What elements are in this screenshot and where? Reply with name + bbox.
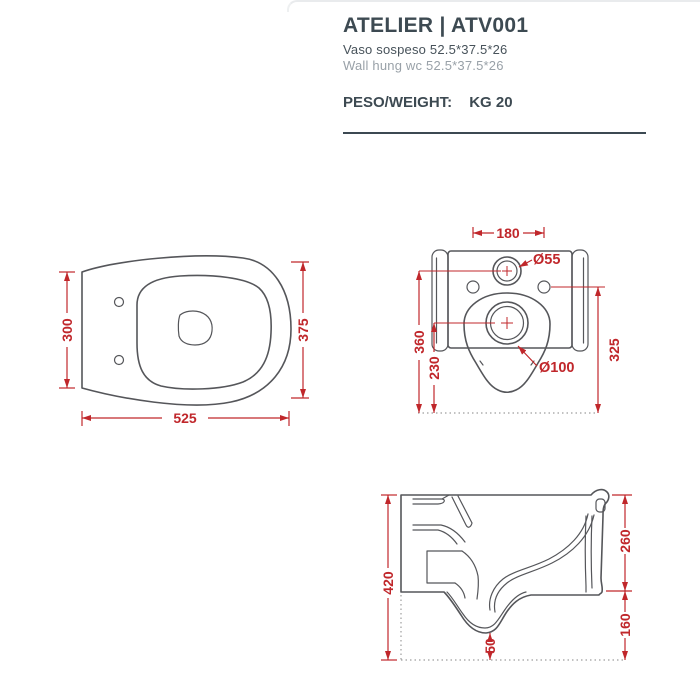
weight-row: [343, 94, 663, 111]
dimension-375: [291, 262, 311, 398]
hinge-hole-top: [115, 298, 124, 307]
card-top-edge: [287, 0, 700, 12]
dim-label-260: 260: [617, 529, 633, 553]
center-crosses: [501, 266, 513, 329]
dim-label-325: 325: [606, 338, 622, 362]
hinge-hole-bottom: [115, 356, 124, 365]
dimension-525: [82, 410, 289, 426]
dimension-outlet-diameter: [518, 346, 574, 376]
weight-label: PESO/WEIGHT:: [343, 94, 453, 111]
dim-label-230: 230: [426, 356, 442, 380]
side-view-drawing: [370, 480, 640, 675]
dimension-50: [482, 633, 498, 660]
weight-value: KG 20: [469, 94, 513, 111]
dimension-420: [380, 495, 397, 660]
product-subtitle-italian: Vaso sospeso 52.5*37.5*26: [343, 42, 508, 57]
dimension-inlet-diameter: [519, 252, 560, 268]
dimension-180: [473, 225, 544, 241]
dimension-260: [606, 495, 633, 591]
dim-label-50: 50: [482, 638, 498, 654]
product-subtitle-english: Wall hung wc 52.5*37.5*26: [343, 58, 504, 73]
bolt-hole-left: [467, 281, 479, 293]
dim-label-d55: Ø55: [533, 252, 561, 268]
bolt-hole-right: [538, 281, 550, 293]
dim-label-420: 420: [380, 571, 396, 595]
dimension-300: [59, 272, 75, 388]
toilet-side-outline: [401, 490, 609, 633]
top-view-drawing: [40, 245, 330, 440]
bowl-inner-curve: [495, 515, 595, 612]
dimension-160: [617, 591, 633, 660]
bowl-silhouette: [464, 293, 550, 392]
dim-label-525: 525: [173, 410, 197, 426]
header-divider: [343, 132, 646, 134]
product-header: [343, 12, 663, 134]
front-view-drawing: [405, 220, 655, 420]
dim-label-375: 375: [295, 318, 311, 342]
right-bracket: [572, 250, 588, 351]
dim-label-300: 300: [59, 318, 75, 342]
dim-label-d100: Ø100: [539, 360, 575, 376]
toilet-top-outline: [82, 256, 291, 405]
dimension-360: [411, 271, 501, 413]
dim-label-160: 160: [617, 613, 633, 637]
dim-label-360: 360: [411, 330, 427, 354]
dimension-325: [551, 287, 622, 413]
flush-channels: [413, 495, 472, 544]
product-title: ATELIER | ATV001: [343, 14, 529, 37]
dim-label-180: 180: [496, 225, 520, 241]
